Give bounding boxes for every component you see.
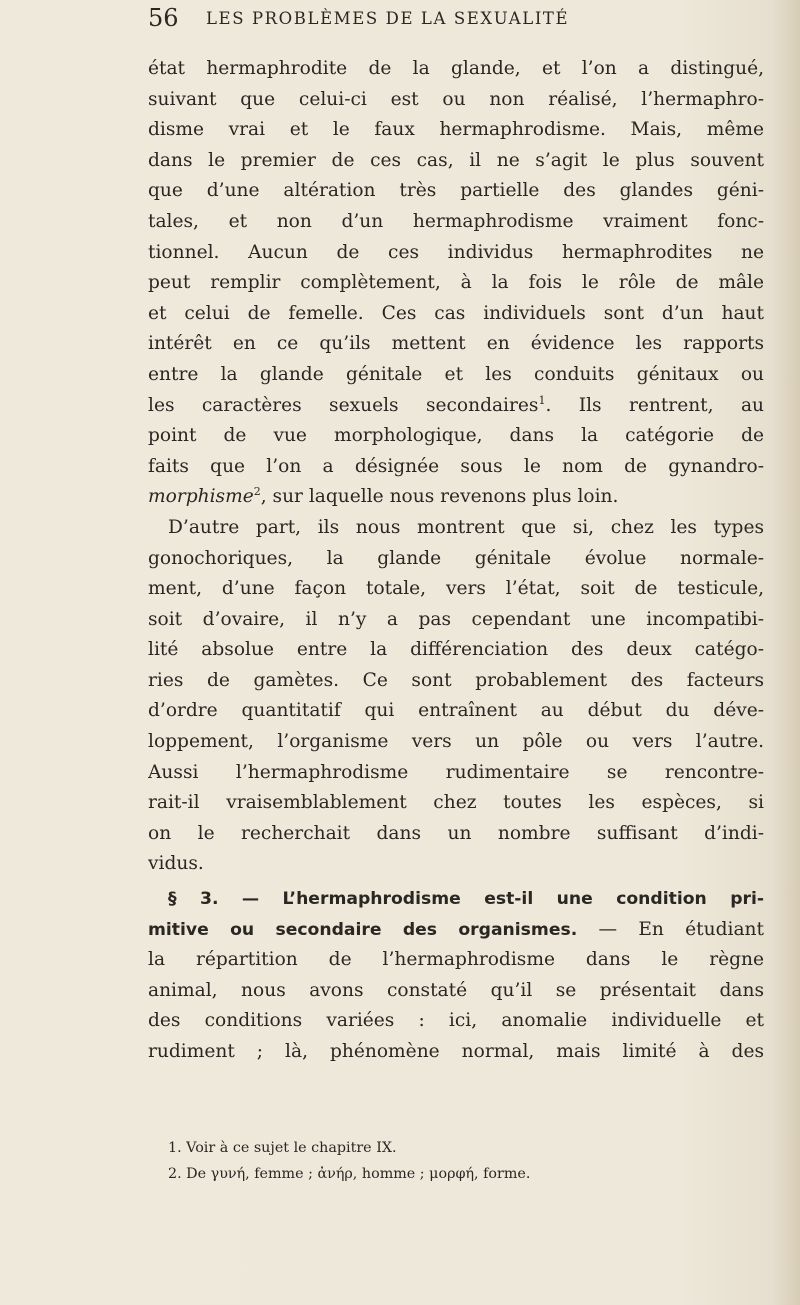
text-line: lité absolue entre la différenciation des deux catégo-: [148, 639, 764, 661]
text-line: faits que l’on a désignée sous le nom de gynandro-: [148, 455, 764, 477]
text-line: [148, 915, 764, 946]
page-header: [148, 2, 778, 42]
section-heading-cont: mitive ou secondaire des organismes.: [148, 919, 578, 940]
text-line: soit d’ovaire, il n’y a pas cependant une incompatibi-: [148, 608, 764, 630]
section-heading: § 3. — L’hermaphrodisme est-il une condition pri-: [168, 889, 764, 910]
text-segment: , sur laquelle nous revenons plus loin.: [260, 486, 619, 508]
text-line: ment, d’une façon totale, vers l’état, soit de testicule,: [148, 578, 764, 600]
page-number: 56: [148, 4, 179, 32]
text-line: entre la glande génitale et les conduits génitaux ou: [148, 363, 764, 385]
running-title: LES PROBLÈMES DE LA SEXUALITÉ: [206, 9, 570, 28]
text-line: rait-il vraisemblablement chez toutes les espèces, si: [148, 792, 764, 814]
text-segment: les caractères sexuels secondaires: [148, 394, 539, 416]
text-line: ries de gamètes. Ce sont probablement des facteurs: [148, 669, 764, 691]
footnote-ref-1[interactable]: 1: [538, 393, 546, 407]
text-line: loppement, l’organisme vers un pôle ou vers l’autre.: [148, 731, 764, 753]
text-segment: — En étudiant: [577, 918, 764, 940]
footnotes: [168, 1135, 748, 1187]
text-line: on le recherchait dans un nombre suffisant d’indi-: [148, 822, 764, 844]
text-line: que d’une altération très partielle des glandes géni-: [148, 180, 764, 202]
text-line: disme vrai et le faux hermaphrodisme. Mais, même: [148, 119, 764, 141]
text-line: [148, 391, 764, 422]
text-line: dans le premier de ces cas, il ne s’agit le plus souvent: [148, 149, 764, 171]
text-line: [148, 482, 764, 513]
text-line: point de vue morphologique, dans la catégorie de: [148, 425, 764, 447]
footnote-2: 2. De γυνή, femme ; ἀνήρ, homme ; μορφή, forme.: [168, 1166, 531, 1182]
text-line: d’ordre quantitatif qui entraînent au début du déve-: [148, 700, 764, 722]
footnote-ref-2[interactable]: 2: [253, 485, 261, 499]
text-line: peut remplir complètement, à la fois le rôle de mâle: [148, 272, 764, 294]
body-text: [148, 54, 764, 1068]
text-line: animal, nous avons constaté qu’il se présentait dans: [148, 979, 764, 1001]
text-line: Aussi l’hermaphrodisme rudimentaire se rencontre-: [148, 761, 764, 783]
text-line: gonochoriques, la glande génitale évolue normale-: [148, 547, 764, 569]
text-line: tionnel. Aucun de ces individus hermaphrodites ne: [148, 241, 764, 263]
italic-term: morphisme: [148, 486, 254, 508]
text-line: la répartition de l’hermaphrodisme dans le règne: [148, 949, 764, 971]
text-line: suivant que celui-ci est ou non réalisé, l’hermaphro-: [148, 88, 764, 110]
text-line: vidus.: [148, 853, 204, 875]
text-line: et celui de femelle. Ces cas individuels sont d’un haut: [148, 302, 764, 324]
text-line: tales, et non d’un hermaphrodisme vraiment fonc-: [148, 210, 764, 232]
text-line: D’autre part, ils nous montrent que si, chez les types: [168, 516, 764, 538]
footnote-1: 1. Voir à ce sujet le chapitre IX.: [168, 1140, 397, 1156]
page-edge-shadow: [772, 0, 800, 1305]
text-line: état hermaphrodite de la glande, et l’on a distingué,: [148, 58, 764, 79]
text-segment: . Ils rentrent, au: [545, 394, 764, 416]
text-line: des conditions variées : ici, anomalie individuelle et: [148, 1010, 764, 1032]
text-line: rudiment ; là, phénomène normal, mais limité à des: [148, 1041, 764, 1062]
text-line: intérêt en ce qu’ils mettent en évidence les rapports: [148, 333, 764, 355]
